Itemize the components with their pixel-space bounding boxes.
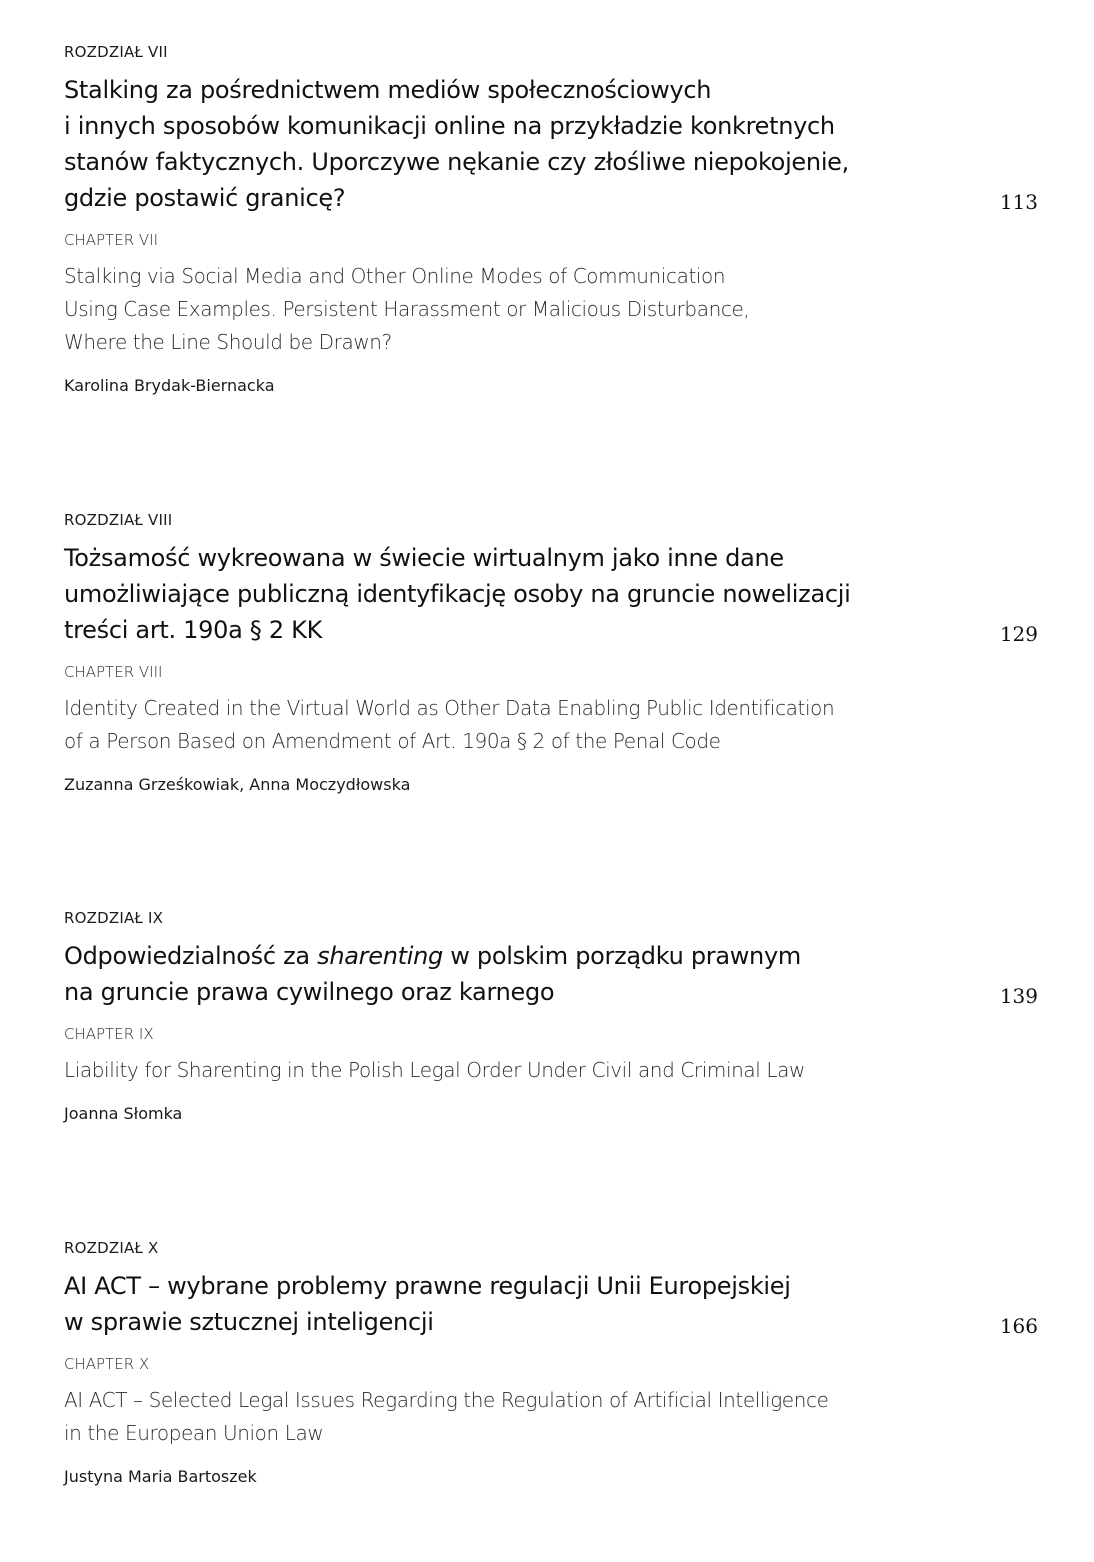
toc-entry-chapter-9 [64, 908, 1054, 1125]
chapter-label-en: CHAPTER X [64, 1355, 150, 1373]
title-line-part: w polskim porządku prawnym [442, 942, 801, 970]
title-line: in the European Union Law [64, 1421, 324, 1445]
title-line: Liability for Sharenting in the Polish Legal Order Under Civil and Criminal Law [64, 1058, 805, 1082]
chapter-title-row [64, 938, 1054, 1010]
title-line: na gruncie prawa cywilnego oraz karnego [64, 978, 555, 1006]
title-line: Tożsamość wykreowana w świecie wirtualnym jako inne dane [64, 544, 784, 572]
chapter-title-en [64, 260, 954, 359]
title-line: of a Person Based on Amendment of Art. 190a § 2 of the Penal Code [64, 729, 721, 753]
title-line-part: Odpowiedzialność za [64, 942, 318, 970]
chapter-label-pl: ROZDZIAŁ X [64, 1239, 159, 1257]
chapter-author: Zuzanna Grześkowiak, Anna Moczydłowska [64, 775, 411, 794]
title-line: Stalking via Social Media and Other Online Modes of Communication [64, 264, 726, 288]
title-line: i innych sposobów komunikacji online na przykładzie konkretnych [64, 112, 835, 140]
chapter-title-en [64, 1054, 954, 1087]
title-line: Stalking za pośrednictwem mediów społecznościowych [64, 76, 712, 104]
chapter-label-en: CHAPTER VII [64, 231, 158, 249]
chapter-title-pl [64, 1268, 954, 1340]
chapter-label-en: CHAPTER VIII [64, 663, 163, 681]
title-line: w sprawie sztucznej inteligencji [64, 1308, 434, 1336]
page-number: 129 [999, 622, 1038, 646]
chapter-title-row [64, 1268, 1054, 1340]
chapter-label-pl: ROZDZIAŁ VII [64, 43, 168, 61]
title-line: umożliwiające publiczną identyfikację osoby na gruncie nowelizacji [64, 580, 851, 608]
title-line: AI ACT – Selected Legal Issues Regarding the Regulation of Artificial Intelligence [64, 1388, 829, 1412]
toc-entry-chapter-10 [64, 1238, 1054, 1488]
title-line: stanów faktycznych. Uporczywe nękanie czy złośliwe niepokojenie, [64, 148, 849, 176]
page-number: 139 [999, 984, 1038, 1008]
chapter-title-pl [64, 72, 954, 216]
title-line: treści art. 190a § 2 KK [64, 616, 323, 644]
toc-entry-chapter-7 [64, 42, 1054, 397]
title-line: Using Case Examples. Persistent Harassment or Malicious Disturbance, [64, 297, 750, 321]
chapter-label-en: CHAPTER IX [64, 1025, 154, 1043]
chapter-author: Karolina Brydak-Biernacka [64, 376, 275, 395]
title-line: Where the Line Should be Drawn? [64, 330, 392, 354]
chapter-title-en [64, 692, 954, 758]
chapter-author: Joanna Słomka [64, 1104, 183, 1123]
chapter-title-pl [64, 540, 954, 648]
chapter-label-pl: ROZDZIAŁ VIII [64, 511, 173, 529]
chapter-title-pl [64, 938, 954, 1010]
chapter-title-en [64, 1384, 954, 1450]
toc-entry-chapter-8 [64, 510, 1054, 796]
chapter-title-row [64, 72, 1054, 216]
page-number: 113 [999, 190, 1038, 214]
chapter-label-pl: ROZDZIAŁ IX [64, 909, 164, 927]
chapter-title-row [64, 540, 1054, 648]
title-line: AI ACT – wybrane problemy prawne regulacji Unii Europejskiej [64, 1272, 791, 1300]
title-line-emphasis: sharenting [317, 942, 443, 970]
title-line: Identity Created in the Virtual World as Other Data Enabling Public Identification [64, 696, 835, 720]
title-line: gdzie postawić granicę? [64, 184, 346, 212]
chapter-author: Justyna Maria Bartoszek [64, 1467, 257, 1486]
page-number: 166 [999, 1314, 1038, 1338]
